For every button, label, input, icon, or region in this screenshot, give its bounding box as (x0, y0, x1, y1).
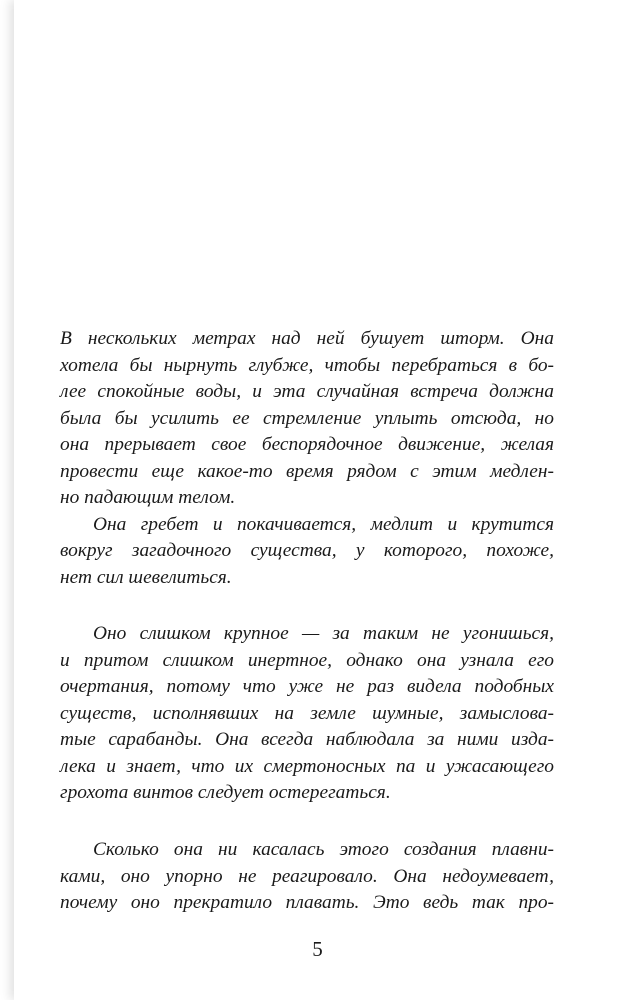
page-number: 5 (312, 937, 323, 961)
text-line: вокруг загадочного существа, у которого, похоже, (60, 540, 554, 561)
text-line: хотела бы нырнуть глубже, чтобы перебраться в бо- (60, 354, 554, 376)
text-line: почему оно прекратило плавать. Это ведь так про- (60, 892, 554, 913)
text-line: существ, исполнявших на земле шумные, замыслова- (60, 702, 554, 724)
text-line: Она гребет и покачивается, медлит и крутится (93, 513, 554, 535)
text-line: нет сил шевелиться. (60, 566, 232, 588)
text-line: она прерывает свое беспорядочное движение, желая (60, 434, 554, 455)
text-line: провести еще какое-то время рядом с этим медлен- (60, 460, 554, 482)
text-line: Оно слишком крупное — за таким не угонишься, (93, 623, 554, 644)
text-line: тые сарабанды. Она всегда наблюдала за ними изда- (60, 729, 554, 750)
text-line: и притом слишком инертное, однако она узнала его (60, 649, 554, 671)
text-line: была бы усилить ее стремление уплыть отсюда, но (60, 407, 554, 429)
text-line: Сколько она ни касалась этого создания плавни- (93, 839, 554, 860)
text-block-3 (60, 837, 554, 917)
text-line: В нескольких метрах над ней бушует шторм. Она (60, 328, 554, 349)
text-line: но падающим телом. (60, 487, 236, 508)
text-line: лее спокойные воды, и эта случайная встреча должна (60, 381, 554, 402)
text-block-2 (60, 621, 554, 807)
text-line: очертания, потому что уже не раз видела подобных (60, 676, 554, 697)
text-line: ками, оно упорно не реагировало. Она недоумевает, (60, 865, 554, 887)
text-block-1 (60, 326, 554, 591)
text-line: лека и знает, что их смертоносных па и ужасающего (60, 755, 554, 777)
text-line: грохота винтов следует остерегаться. (60, 782, 391, 803)
